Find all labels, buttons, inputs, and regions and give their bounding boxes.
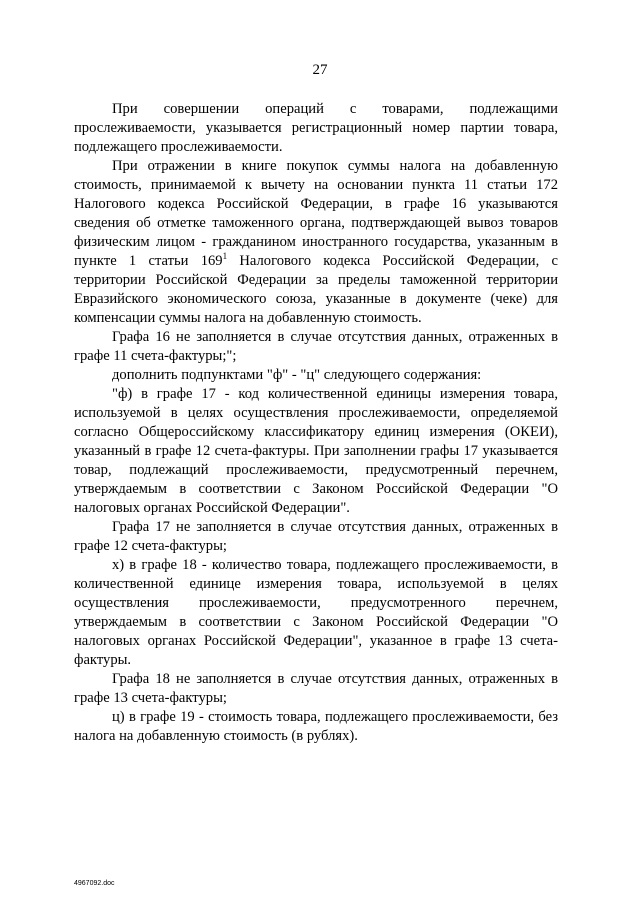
- paragraph: х) в графе 18 - количество товара, подлежащего прослеживаемости, в количественной единице измерения товара, используемой в целях осуществления прослеживаемости, предусмотренного перечнем, утверждаемым в соответствии с Законом Российской Федерации "О налоговых органах Российской Федерации", указанное в графе 13 счета-фактуры.: [74, 557, 558, 668]
- page-number: 27: [312, 62, 328, 78]
- footer-filename: 4967092.doc: [74, 880, 115, 887]
- paragraph: Графа 17 не заполняется в случае отсутствия данных, отраженных в графе 12 счета-фактуры;: [74, 519, 558, 554]
- paragraph: При совершении операций с товарами, подлежащими прослеживаемости, указывается регистрационный номер партии товара, подлежащего прослеживаемости.: [74, 101, 558, 155]
- paragraph: Графа 18 не заполняется в случае отсутствия данных, отраженных в графе 13 счета-фактуры;: [74, 671, 558, 706]
- paragraph: Графа 16 не заполняется в случае отсутствия данных, отраженных в графе 11 счета-фактуры;";: [74, 329, 558, 364]
- document-body: [74, 100, 558, 746]
- paragraph: дополнить подпунктами "ф" - "ц" следующего содержания:: [112, 367, 482, 383]
- paragraph-text: При отражении в книге покупок суммы налога на добавленную стоимость, принимаемой к вычету на основании пункта 11 статьи 172 Налогового кодекса Российской Федерации, в графе 16 указываются сведения об отметке таможенного органа, подтверждающей вывоз товаров физическим лицом - гражданином иностранного государства, указанным в пункте 1 статьи 169: [74, 158, 558, 269]
- paragraph: "ф) в графе 17 - код количественной единицы измерения товара, используемой в целях осуществления прослеживаемости, определяемой согласно Общероссийскому классификатору единиц измерения (ОКЕИ), указанный в графе 12 счета-фактуры. При заполнении графы 17 указывается товар, подлежащий прослеживаемости, предусмотренный перечнем, утверждаемым в соответствии с Законом Российской Федерации "О налоговых органах Российской Федерации".: [74, 386, 558, 516]
- paragraph: [74, 157, 558, 328]
- paragraph: ц) в графе 19 - стоимость товара, подлежащего прослеживаемости, без налога на добавленную стоимость (в рублях).: [74, 709, 558, 744]
- superscript: 1: [222, 251, 228, 262]
- paragraph-text-tail: Налогового кодекса Российской Федерации, с территории Российской Федерации за пределы таможенной территории Евразийского экономического союза, указанные в документе (чеке) для компенсации суммы налога на добавленную стоимость.: [74, 253, 558, 326]
